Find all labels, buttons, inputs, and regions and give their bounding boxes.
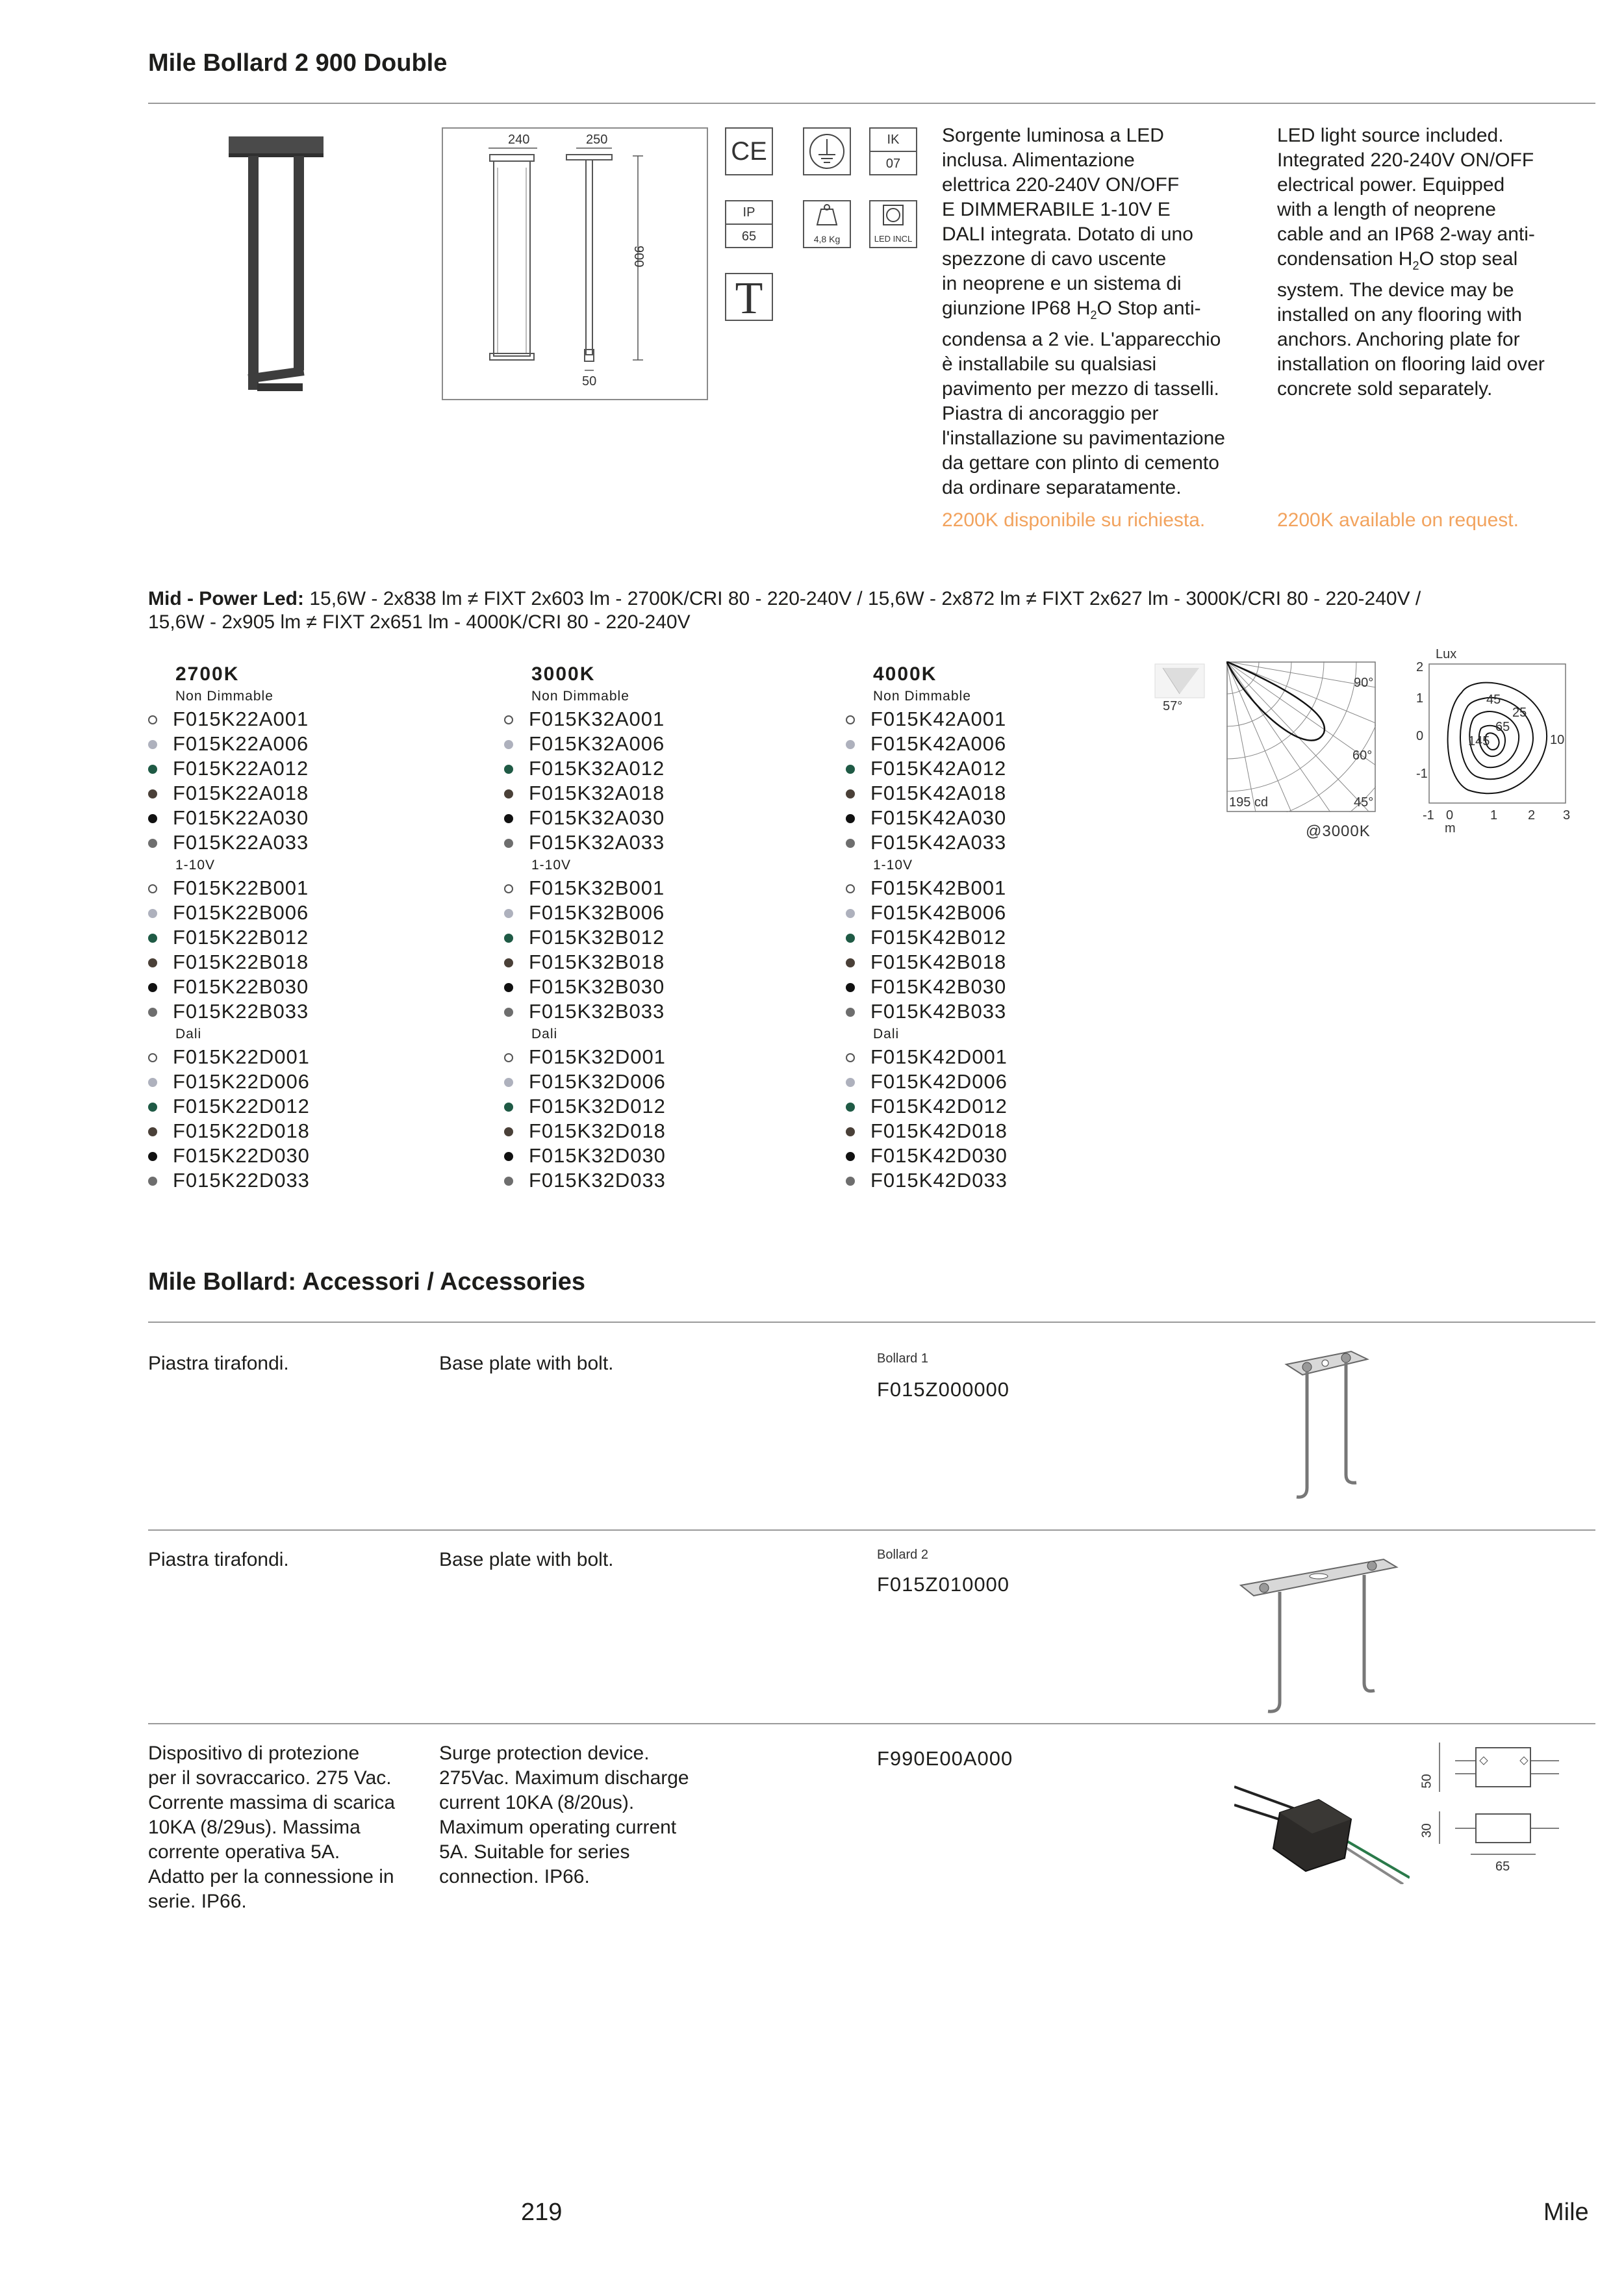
finish-color-dot-icon [846, 1177, 855, 1186]
product-code: F015K42D001 [870, 1045, 1008, 1068]
finish-color-dot-icon [504, 1078, 513, 1087]
codes-column-2700k [148, 663, 486, 1193]
product-code-row [148, 925, 486, 950]
weight-icon [803, 200, 851, 248]
finish-color-dot-icon [846, 1152, 855, 1161]
product-code-row [148, 806, 486, 830]
dim-900: 900 [631, 246, 646, 268]
product-code: F015K22D006 [173, 1070, 310, 1093]
isolux-y0: 0 [1416, 729, 1424, 743]
group-label: Non Dimmable [531, 689, 629, 704]
page-number: 219 [521, 2199, 563, 2226]
product-code: F015K32D012 [529, 1095, 666, 1118]
acc-1-tag: Bollard 1 [877, 1351, 928, 1366]
finish-color-dot-icon [846, 958, 855, 967]
group-label: Non Dimmable [175, 689, 273, 704]
product-code-row [504, 925, 842, 950]
product-code: F015K22A006 [173, 732, 309, 755]
group-label: Dali [175, 1027, 202, 1041]
product-code: F015K42B033 [870, 1000, 1007, 1023]
finish-color-dot-icon [846, 1078, 855, 1087]
finish-color-dot-icon [148, 1053, 157, 1062]
polar-cd: 195 cd [1229, 795, 1269, 810]
acc-3-code: F990E00A000 [877, 1747, 1013, 1770]
product-code-row [504, 806, 842, 830]
product-code-row [846, 1094, 1184, 1119]
product-image [214, 130, 331, 396]
group-label: Dali [531, 1027, 558, 1041]
isolux-145: 145 [1468, 734, 1490, 748]
product-code: F015K22D001 [173, 1045, 310, 1068]
product-code-row [846, 806, 1184, 830]
product-code: F015K42D033 [870, 1169, 1008, 1192]
product-code: F015K32A012 [529, 757, 665, 780]
ip-rating-icon [725, 200, 773, 248]
polar-diagram [1226, 661, 1376, 812]
note-english: 2200K available on request. [1277, 509, 1519, 531]
product-code-row [846, 707, 1184, 732]
ik-rating-icon [869, 127, 917, 175]
description-english [1277, 123, 1595, 402]
finish-color-dot-icon [148, 740, 157, 749]
isolux-lux: Lux [1436, 647, 1457, 661]
finish-color-dot-icon [148, 983, 157, 992]
isolux-10: 10 [1550, 733, 1565, 747]
product-code-row [504, 1045, 842, 1069]
dim-50: 50 [582, 374, 597, 389]
acc-1-italian: Piastra tirafondi. [148, 1353, 289, 1374]
polar-60: 60° [1352, 748, 1373, 763]
polar-90: 90° [1354, 676, 1374, 690]
note-italian: 2200K disponibile su richiesta. [942, 509, 1206, 531]
product-code: F015K42A001 [870, 708, 1007, 730]
codes-column-3000k [504, 663, 842, 1193]
dim-250: 250 [586, 133, 608, 147]
product-code: F015K42B001 [870, 876, 1007, 899]
product-code-row [148, 999, 486, 1024]
product-code: F015K22A001 [173, 708, 309, 730]
finish-color-dot-icon [504, 1008, 513, 1017]
finish-color-dot-icon [504, 715, 513, 724]
weight-value: 4,8 Kg [813, 234, 841, 244]
beam-angle-icon [1154, 663, 1206, 715]
finish-color-dot-icon [148, 1078, 157, 1087]
product-code: F015K42D012 [870, 1095, 1008, 1118]
column-title: 4000K [873, 663, 937, 685]
acc-2-tag: Bollard 2 [877, 1548, 928, 1562]
product-code: F015K32D033 [529, 1169, 666, 1192]
page-title: Mile Bollard 2 900 Double [148, 49, 448, 77]
product-code: F015K22A012 [173, 757, 309, 780]
surge-device-drawing [1416, 1735, 1585, 1897]
finish-color-dot-icon [846, 765, 855, 774]
desc-en-1: LED light source included. Integrated 220-240V ON/OFF electrical power. Equipped with a length of neoprene cable and an IP68 2-way anti- [1277, 125, 1535, 245]
accessories-divider [148, 1322, 1595, 1323]
isolux-x1: 1 [1490, 808, 1498, 823]
finish-color-dot-icon [846, 1008, 855, 1017]
acc-3-italian: Dispositivo di protezione per il sovraccarico. 275 Vac. Corrente massima di scarica 10KA (8/29us). Massima corrente operativa 5A. Adatto per la connessione in serie. IP66. [148, 1743, 396, 1912]
product-code: F015K22B012 [173, 926, 309, 949]
product-code: F015K22D033 [173, 1169, 310, 1192]
product-code: F015K42B006 [870, 901, 1007, 924]
dim-240: 240 [508, 133, 530, 147]
product-code-row [846, 901, 1184, 925]
isolux-y2: 2 [1416, 660, 1424, 674]
product-code-row [504, 901, 842, 925]
ce-mark-icon: CE [725, 127, 773, 175]
acc-divider-1 [148, 1529, 1595, 1531]
finish-color-dot-icon [504, 839, 513, 848]
product-code-row [148, 732, 486, 756]
finish-color-dot-icon [148, 958, 157, 967]
finish-color-dot-icon [846, 789, 855, 798]
finish-color-dot-icon [504, 1103, 513, 1112]
finish-color-dot-icon [504, 1152, 513, 1161]
finish-color-dot-icon [504, 814, 513, 823]
product-code-row [846, 876, 1184, 901]
product-code-row [148, 901, 486, 925]
product-code-row [148, 1045, 486, 1069]
desc-it-2: condensa a 2 vie. L'apparecchio è installabile su qualsiasi pavimento per mezzo di tasselli. Piastra di ancoraggio per l'installazione su pavimentazione da gettare con plinto di cemento da ordinare separatamente. [942, 329, 1225, 498]
isolux-25: 25 [1512, 706, 1527, 720]
product-code-row [504, 876, 842, 901]
product-code-row [504, 950, 842, 975]
group-label: 1-10V [873, 858, 913, 873]
product-code: F015K42A030 [870, 806, 1007, 829]
finish-color-dot-icon [504, 1177, 513, 1186]
finish-color-dot-icon [846, 884, 855, 893]
isolux-xm1: -1 [1423, 808, 1434, 823]
surge-device-image [1234, 1774, 1410, 1884]
finish-color-dot-icon [148, 1103, 157, 1112]
finish-color-dot-icon [846, 1127, 855, 1136]
acc-3-english: Surge protection device. 275Vac. Maximum discharge current 10KA (8/20us). Maximum operating current 5A. Suitable for series connection. IP66. [439, 1743, 689, 1887]
desc-en-h2o-sub: 2 [1412, 259, 1419, 272]
product-code: F015K22B001 [173, 876, 309, 899]
isolux-ym1: -1 [1416, 767, 1428, 781]
column-title: 3000K [531, 663, 596, 685]
product-code-row [846, 1143, 1184, 1168]
product-code: F015K32B018 [529, 951, 665, 973]
product-code-row [148, 1119, 486, 1143]
product-code-row [504, 1119, 842, 1143]
product-code-row [148, 975, 486, 999]
product-code-row [504, 756, 842, 781]
finish-color-dot-icon [846, 1053, 855, 1062]
product-code: F015K22B018 [173, 951, 309, 973]
desc-en-h2o-post: O stop seal [1419, 248, 1518, 270]
ip-label: IP [726, 201, 772, 225]
product-code-row [148, 1069, 486, 1094]
isolux-diagram [1416, 647, 1572, 855]
product-code-row [148, 830, 486, 855]
product-code: F015K42B030 [870, 975, 1007, 998]
product-code-row [846, 950, 1184, 975]
finish-color-dot-icon [846, 839, 855, 848]
finish-color-dot-icon [148, 789, 157, 798]
product-code: F015K22A033 [173, 831, 309, 854]
product-code-row [846, 975, 1184, 999]
product-code: F015K32D006 [529, 1070, 666, 1093]
finish-color-dot-icon [504, 765, 513, 774]
desc-it-1: Sorgente luminosa a LED inclusa. Alimentazione elettrica 220-240V ON/OFF E DIMMERABILE 1-10V E DALI integrata. Dotato di uno spezzone di cavo uscente in neoprene e un sistema di [942, 125, 1193, 294]
group-label: 1-10V [175, 858, 216, 873]
power-line-1: 15,6W - 2x838 lm ≠ FIXT 2x603 lm - 2700K/CRI 80 - 220-240V / 15,6W - 2x872 lm ≠ FIXT 2x627 lm - 3000K/CRI 80 - 220-240V / [304, 588, 1421, 609]
product-code: F015K42B012 [870, 926, 1007, 949]
power-spec [148, 587, 1603, 634]
finish-color-dot-icon [846, 740, 855, 749]
desc-en-h2o-pre: condensation H [1277, 248, 1413, 270]
finish-color-dot-icon [846, 1103, 855, 1112]
finish-color-dot-icon [504, 789, 513, 798]
codes-column-4000k [846, 663, 1184, 1193]
product-code-row [504, 732, 842, 756]
product-code: F015K42D030 [870, 1144, 1008, 1167]
ik-label: IK [870, 129, 916, 152]
finish-color-dot-icon [846, 934, 855, 943]
product-code-row [504, 781, 842, 806]
beam-angle-label: 57° [1163, 699, 1183, 713]
product-code: F015K22D030 [173, 1144, 310, 1167]
finish-color-dot-icon [148, 715, 157, 724]
led-label: LED INCL [874, 234, 913, 244]
power-line-2: 15,6W - 2x905 lm ≠ FIXT 2x651 lm - 4000K/CRI 80 - 220-240V [148, 611, 691, 633]
desc-it-h2o-sub: 2 [1090, 309, 1097, 322]
base-plate-1-image [1273, 1345, 1377, 1507]
finish-color-dot-icon [504, 909, 513, 918]
product-code: F015K32B001 [529, 876, 665, 899]
product-code-row [148, 781, 486, 806]
product-code-row [148, 1168, 486, 1193]
product-code: F015K42D006 [870, 1070, 1008, 1093]
product-code-row [148, 950, 486, 975]
product-code-row [504, 1168, 842, 1193]
product-code-row [846, 830, 1184, 855]
product-code-row [846, 756, 1184, 781]
ip-value: 65 [741, 229, 757, 244]
product-code: F015K32B030 [529, 975, 665, 998]
product-code-row [148, 707, 486, 732]
product-code: F015K32B012 [529, 926, 665, 949]
product-code-row [504, 1069, 842, 1094]
finish-color-dot-icon [148, 839, 157, 848]
product-code: F015K42A018 [870, 782, 1007, 804]
technical-drawing [442, 127, 708, 400]
desc-it-h2o-pre: giunzione IP68 H [942, 298, 1091, 319]
product-code: F015K32A033 [529, 831, 665, 854]
product-code-row [504, 1143, 842, 1168]
product-code-row [504, 830, 842, 855]
product-code-row [846, 925, 1184, 950]
product-code: F015K42A006 [870, 732, 1007, 755]
product-code: F015K42A033 [870, 831, 1007, 854]
product-code: F015K32B033 [529, 1000, 665, 1023]
group-label: Non Dimmable [873, 689, 971, 704]
finish-color-dot-icon [504, 934, 513, 943]
t-mark-icon: T [725, 273, 773, 321]
finish-color-dot-icon [846, 814, 855, 823]
product-code-row [504, 1094, 842, 1119]
isolux-unit: m [1445, 821, 1456, 836]
product-code: F015K32D018 [529, 1119, 666, 1142]
isolux-curves [1416, 647, 1572, 855]
finish-color-dot-icon [148, 814, 157, 823]
product-code-row [504, 975, 842, 999]
desc-it-h2o-post: O Stop anti- [1097, 298, 1201, 319]
acc-2-english: Base plate with bolt. [439, 1549, 614, 1570]
product-code: F015K22D012 [173, 1095, 310, 1118]
product-code: F015K22B033 [173, 1000, 309, 1023]
section-name: Mile [1543, 2199, 1589, 2226]
finish-color-dot-icon [148, 1127, 157, 1136]
finish-color-dot-icon [148, 884, 157, 893]
isolux-65: 65 [1495, 720, 1510, 734]
product-code: F015K32A001 [529, 708, 665, 730]
surge-dim-65: 65 [1495, 1859, 1510, 1874]
finish-color-dot-icon [148, 765, 157, 774]
power-label: Mid - Power Led: [148, 588, 304, 609]
finish-color-dot-icon [504, 1053, 513, 1062]
acc-1-code: F015Z000000 [877, 1378, 1010, 1401]
column-title: 2700K [175, 663, 240, 685]
finish-color-dot-icon [504, 740, 513, 749]
product-code-row [846, 1045, 1184, 1069]
product-code: F015K32D001 [529, 1045, 666, 1068]
product-code: F015K22D018 [173, 1119, 310, 1142]
finish-color-dot-icon [148, 934, 157, 943]
ground-symbol-icon [803, 127, 851, 175]
accessories-title: Mile Bollard: Accessori / Accessories [148, 1268, 586, 1296]
product-code: F015K22B030 [173, 975, 309, 998]
isolux-x2: 2 [1528, 808, 1536, 823]
product-code: F015K42D018 [870, 1119, 1008, 1142]
product-code-row [846, 999, 1184, 1024]
product-code-row [846, 1119, 1184, 1143]
finish-color-dot-icon [148, 1152, 157, 1161]
product-code: F015K32A006 [529, 732, 665, 755]
drawing-lines [443, 129, 709, 402]
base-plate-2-image [1234, 1546, 1403, 1715]
acc-1-english: Base plate with bolt. [439, 1353, 614, 1374]
polar-temp: @3000K [1306, 823, 1371, 840]
product-code: F015K22A018 [173, 782, 309, 804]
product-code: F015K42B018 [870, 951, 1007, 973]
finish-color-dot-icon [846, 909, 855, 918]
group-label: 1-10V [531, 858, 572, 873]
product-code-row [148, 1094, 486, 1119]
finish-color-dot-icon [504, 958, 513, 967]
product-code-row [846, 1168, 1184, 1193]
product-code: F015K32B006 [529, 901, 665, 924]
finish-color-dot-icon [148, 909, 157, 918]
acc-2-italian: Piastra tirafondi. [148, 1549, 289, 1570]
finish-color-dot-icon [504, 1127, 513, 1136]
product-code-row [148, 756, 486, 781]
product-code-row [504, 707, 842, 732]
product-code: F015K32A018 [529, 782, 665, 804]
finish-color-dot-icon [846, 983, 855, 992]
acc-2-code: F015Z010000 [877, 1573, 1010, 1596]
acc-divider-2 [148, 1723, 1595, 1724]
product-code-row [148, 1143, 486, 1168]
product-code: F015K42A012 [870, 757, 1007, 780]
finish-color-dot-icon [846, 715, 855, 724]
surge-dim-30: 30 [1419, 1823, 1434, 1838]
product-code: F015K22B006 [173, 901, 309, 924]
product-code-row [846, 781, 1184, 806]
isolux-x3: 3 [1563, 808, 1571, 823]
isolux-45: 45 [1486, 693, 1501, 707]
isolux-y1: 1 [1416, 691, 1424, 706]
description-italian [942, 123, 1273, 500]
product-code: F015K32A030 [529, 806, 665, 829]
polar-45: 45° [1354, 795, 1374, 810]
finish-color-dot-icon [148, 1008, 157, 1017]
isolux-x0: 0 [1446, 808, 1454, 823]
product-code: F015K32D030 [529, 1144, 666, 1167]
finish-color-dot-icon [148, 1177, 157, 1186]
product-code-row [504, 999, 842, 1024]
surge-dim-50: 50 [1419, 1774, 1434, 1789]
product-code-row [148, 876, 486, 901]
product-code-row [846, 732, 1184, 756]
ik-value: 07 [885, 157, 901, 171]
group-label: Dali [873, 1027, 900, 1041]
finish-color-dot-icon [504, 983, 513, 992]
product-code-row [846, 1069, 1184, 1094]
finish-color-dot-icon [504, 884, 513, 893]
desc-en-2: system. The device may be installed on any flooring with anchors. Anchoring plate for installation on flooring laid over concrete sold separately. [1277, 279, 1545, 400]
product-code: F015K22A030 [173, 806, 309, 829]
header-divider [148, 103, 1595, 104]
led-included-icon [869, 200, 917, 248]
